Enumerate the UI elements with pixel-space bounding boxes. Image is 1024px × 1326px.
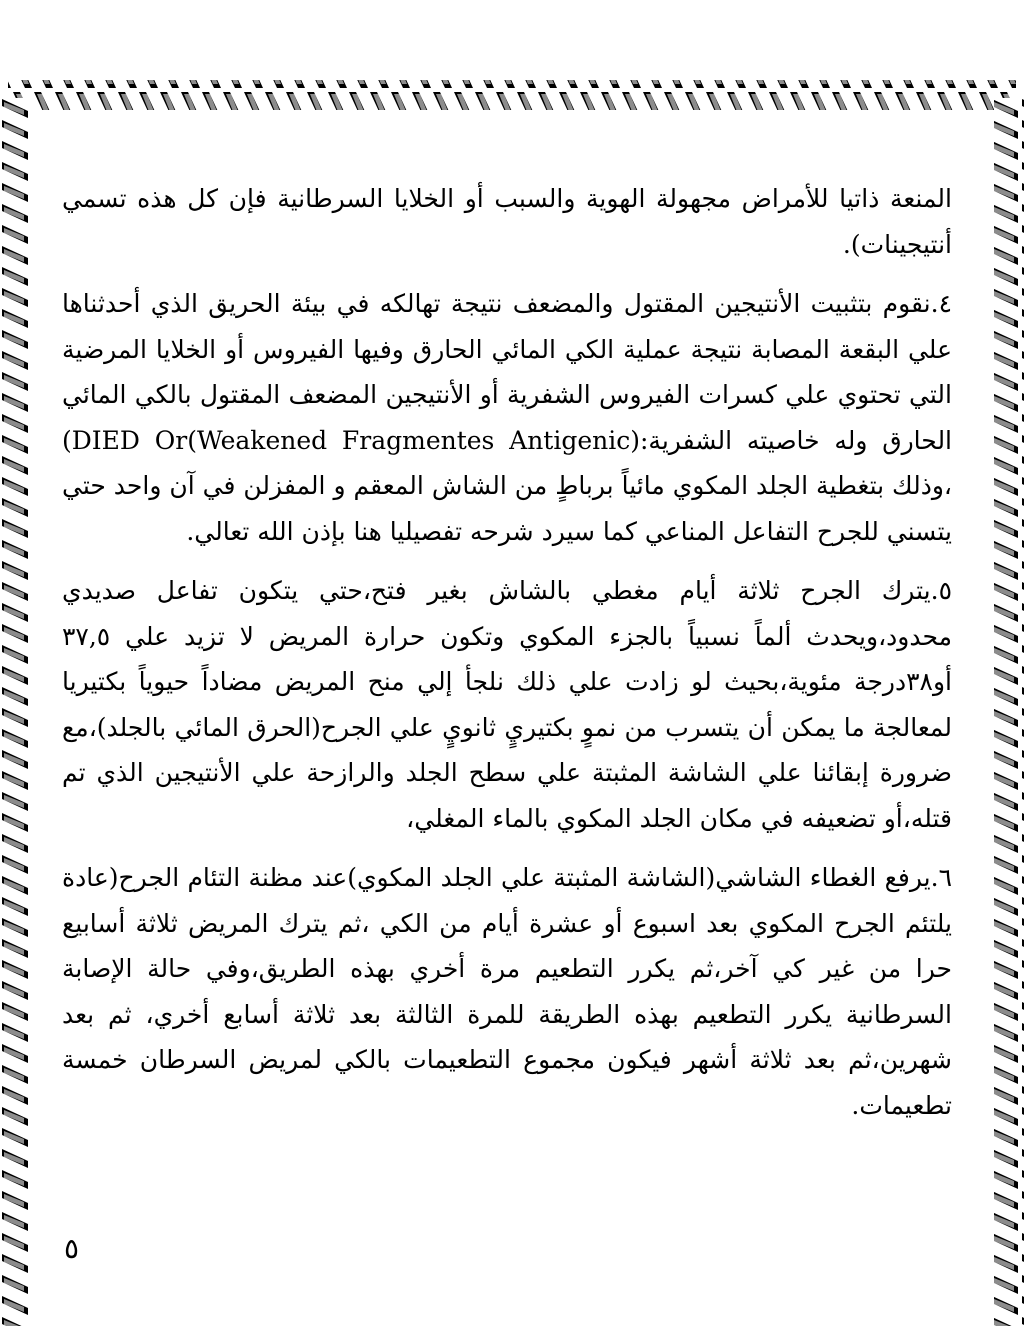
- paragraph-step-5: ٥.يترك الجرح ثلاثة أيام مغطي بالشاش بغير فتح،حتي يتكون تفاعل صديدي محدود،ويحدث ألماً نسبياً بالجزء المكوي وتكون حرارة المريض لا تزيد علي ٣٧,٥ أو٣٨درجة مئوية،بحيث لو زادت علي ذلك نلجأ إلي منح المريض مضاداً حيوياً بكتيريا لمعالجة ما يمكن أن يتسرب من نموٍ بكتيريٍ ثانويٍ علي الجرح(الحرق المائي بالجلد)،مع ضرورة إبقائنا علي الشاشة المثبتة علي سطح الجلد والرازحة علي الأنتيجين الذي تم قتله،أو تضعيفه في مكان الجلد المكوي بالماء المغلي،: [62, 576, 952, 833]
- paragraph-continuation: المنعة ذاتيا للأمراض مجهولة الهوية والسبب أو الخلايا السرطانية فإن كل هذه تسمي أنتيجينات).: [62, 184, 952, 259]
- page-number: ٥: [64, 1232, 80, 1265]
- document-body: [62, 176, 952, 1142]
- paragraph-step-6: ٦.يرفع الغطاء الشاشي(الشاشة المثبتة علي الجلد المكوي)عند مظنة التئام الجرح(عادة يلتئم الجرح المكوي بعد اسبوع أو عشرة أيام من الكي ،ثم يترك المريض ثلاثة أسابيع حرا من غير كي آخر،ثم يكرر التطعيم مرة أخري بهذه الطريق،وفي حالة الإصابة السرطانية يكرر التطعيم بهذه الطريقة للمرة الثالثة بعد ثلاثة أسابع أخري، ثم بعد شهرين،ثم بعد ثلاثة أشهر فيكون مجموع التطعيمات بالكي لمريض السرطان خمسة تطعيمات.: [62, 863, 952, 1120]
- paragraph-step-4: ٤.نقوم بتثبيت الأنتيجين المقتول والمضعف نتيجة تهالكه في بيئة الحريق الذي أحدثناها علي البقعة المصابة نتيجة عملية الكي المائي الحارق وفيها الفيروس أو الخلايا المرضية التي تحتوي علي كسرات الفيروس الشفرية أو الأنتيجين المضعف المقتول بالكي المائي الحارق وله خاصيته الشفرية:(Weakened Fragmentes Antigenic)DIED Or) ،وذلك بتغطية الجلد المكوي مائياً برباطٍ من الشاش المعقم و المفزلن في آن واحد حتي يتسني للجرح التفاعل المناعي كما سيرد شرحه تفصيليا هنا بإذن الله تعالي.: [62, 289, 953, 546]
- border-right: [994, 98, 1024, 1326]
- border-left: [0, 98, 30, 1326]
- border-top: [8, 80, 1016, 110]
